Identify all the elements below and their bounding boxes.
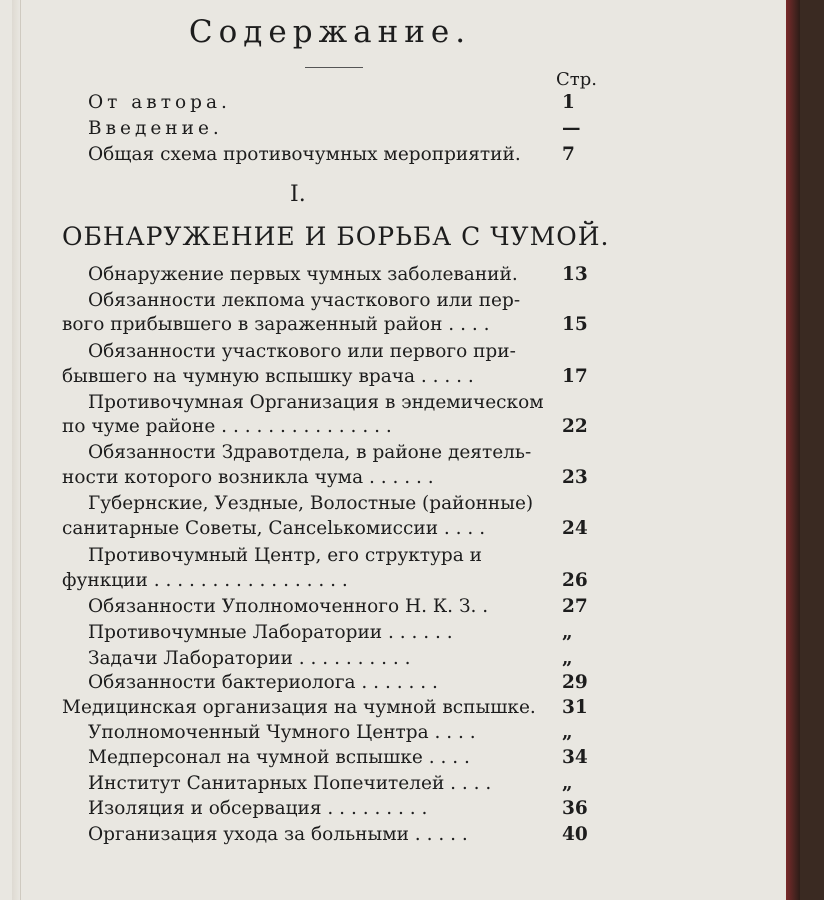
toc-entry-page: 27: [562, 596, 588, 617]
toc-entry-page: 17: [562, 366, 588, 387]
toc-entry-text: Обязанности бактериолога . . . . . . .: [88, 672, 438, 693]
toc-entry-page: 34: [562, 747, 588, 768]
toc-entry-page: 24: [562, 518, 588, 539]
toc-entry-page: 1: [562, 92, 575, 113]
toc-entry-text: Задачи Лаборатории . . . . . . . . . .: [88, 648, 411, 669]
toc-entry-text: Обязанности Уполномоченного Н. К. З. .: [88, 596, 489, 617]
toc-entry-text: Уполномоченный Чумного Центра . . . .: [88, 722, 476, 743]
toc-entry-text: Обязанности лекпома участкового или пер-: [88, 290, 521, 311]
toc-entry-text: Противочумный Центр, его структура и: [88, 545, 483, 566]
toc-entry-text: бывшего на чумную вспышку врача . . . . .: [62, 366, 474, 387]
toc-entry-page: 40: [562, 824, 588, 845]
page-title: Содержание.: [188, 14, 472, 50]
toc-entry-text: Введение.: [88, 118, 223, 139]
toc-entry-text: Обязанности участкового или первого при-: [88, 341, 516, 362]
toc-entry-page: „: [562, 622, 573, 643]
toc-entry-text: Противочумная Организация в эндемическом: [88, 392, 544, 413]
toc-entry-text: функции . . . . . . . . . . . . . . . . .: [62, 570, 348, 591]
section-title: ОБНАРУЖЕНИЕ И БОРЬБА С ЧУМОЙ.: [62, 222, 610, 251]
toc-entry-page: 36: [562, 798, 588, 819]
toc-entry-text: Институт Санитарных Попечителей . . . .: [88, 773, 492, 794]
binding-stitch: [12, 0, 21, 900]
toc-entry-text: Губернские, Уездные, Волостные (районные): [88, 493, 534, 514]
toc-entry-text: ности которого возникла чума . . . . . .: [62, 467, 434, 488]
toc-entry-text: по чуме районе . . . . . . . . . . . . . . .: [62, 416, 392, 437]
toc-entry-page: 15: [562, 314, 588, 335]
book-cover-edge: [786, 0, 800, 900]
toc-entry-page: „: [562, 773, 573, 794]
toc-entry-text: Обнаружение первых чумных заболеваний.: [88, 264, 518, 285]
toc-entry-page: 26: [562, 570, 588, 591]
toc-entry-page: 23: [562, 467, 588, 488]
toc-entry-page: 7: [562, 144, 575, 165]
toc-entry-text: Противочумные Лаборатории . . . . . .: [88, 622, 453, 643]
toc-entry-text: Медперсонал на чумной вспышке . . . .: [88, 747, 470, 768]
toc-entry-text: вого прибывшего в зараженный район . . . .: [62, 314, 490, 335]
toc-entry-text: От автора.: [88, 92, 231, 113]
toc-entry-page: „: [562, 648, 573, 669]
toc-entry-text: Общая схема противочумных мероприятий.: [88, 144, 521, 165]
toc-entry-text: Организация ухода за больными . . . . .: [88, 824, 468, 845]
toc-entry-page: 13: [562, 264, 588, 285]
toc-entry-text: санитарные Советы, Сансelькомиссии . . . .: [62, 518, 486, 539]
toc-entry-text: Обязанности Здравотдела, в районе деятель-: [88, 442, 532, 463]
toc-entry-text: Изоляция и обсервация . . . . . . . . .: [88, 798, 428, 819]
toc-entry-page: —: [562, 118, 581, 139]
title-rule: [305, 67, 363, 68]
toc-entry-page: 31: [562, 697, 588, 718]
pages-column-header: Стр.: [556, 69, 597, 90]
toc-entry-text: Медицинская организация на чумной вспышке.: [62, 697, 536, 718]
toc-entry-page: 22: [562, 416, 588, 437]
toc-entry-page: 29: [562, 672, 588, 693]
toc-entry-page: „: [562, 722, 573, 743]
section-number: I.: [290, 182, 306, 207]
